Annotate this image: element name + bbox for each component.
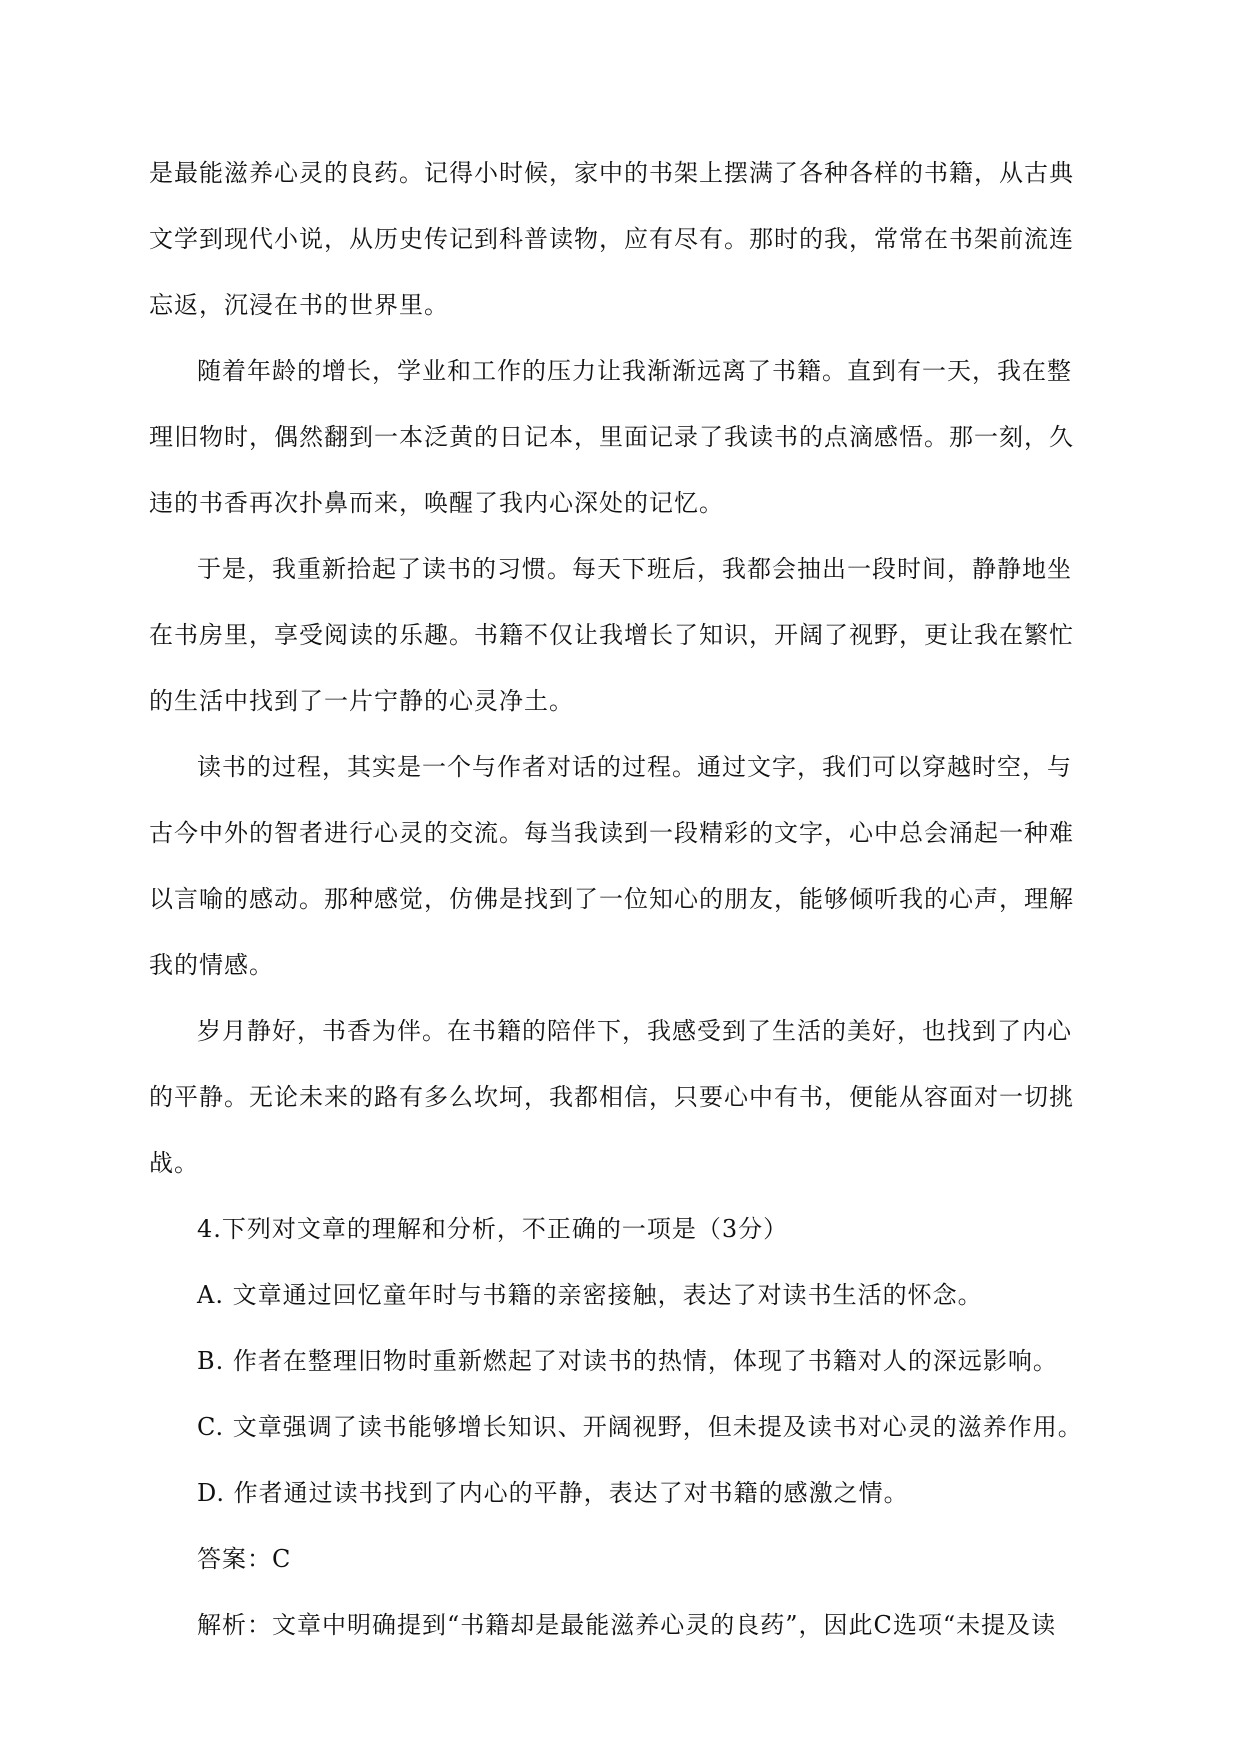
- answer-line: 答案：C: [197, 1545, 292, 1573]
- paragraph-4: 读书的过程，其实是一个与作者对话的过程。通过文字，我们可以穿越时空，与古今中外的智者进行心灵的交流。每当我读到一段精彩的文字，心中总会涌起一种难以言喻的感动。那种感觉，仿佛是找到了一位知心的朋友，能够倾听我的心声，理解我的情感。: [149, 753, 1074, 979]
- question-4: 4.下列对文章的理解和分析，不正确的一项是（3分）: [197, 1215, 789, 1243]
- option-a: A. 文章通过回忆童年时与书籍的亲密接触，表达了对读书生活的怀念。: [197, 1281, 983, 1309]
- option-c: C. 文章强调了读书能够增长知识、开阔视野，但未提及读书对心灵的滋养作用。: [197, 1413, 1083, 1441]
- document-content: [149, 140, 1089, 1658]
- option-d: D. 作者通过读书找到了内心的平静，表达了对书籍的感激之情。: [197, 1479, 909, 1507]
- paragraph-5: 岁月静好，书香为伴。在书籍的陪伴下，我感受到了生活的美好，也找到了内心的平静。无论未来的路有多么坎坷，我都相信，只要心中有书，便能从容面对一切挑战。: [149, 1017, 1074, 1177]
- paragraph-2: 随着年龄的增长，学业和工作的压力让我渐渐远离了书籍。直到有一天，我在整理旧物时，偶然翻到一本泛黄的日记本，里面记录了我读书的点滴感悟。那一刻，久违的书香再次扑鼻而来，唤醒了我内心深处的记忆。: [149, 357, 1074, 517]
- paragraph-1: 是最能滋养心灵的良药。记得小时候，家中的书架上摆满了各种各样的书籍，从古典文学到现代小说，从历史传记到科普读物，应有尽有。那时的我，常常在书架前流连忘返，沉浸在书的世界里。: [149, 159, 1074, 319]
- option-b: B. 作者在整理旧物时重新燃起了对读书的热情，体现了书籍对人的深远影响。: [197, 1347, 1058, 1375]
- paragraph-3: 于是，我重新拾起了读书的习惯。每天下班后，我都会抽出一段时间，静静地坐在书房里，享受阅读的乐趣。书籍不仅让我增长了知识，开阔了视野，更让我在繁忙的生活中找到了一片宁静的心灵净土。: [149, 555, 1074, 715]
- analysis-line: 解析：文章中明确提到“书籍却是最能滋养心灵的良药”，因此C选项“未提及读: [197, 1611, 1057, 1639]
